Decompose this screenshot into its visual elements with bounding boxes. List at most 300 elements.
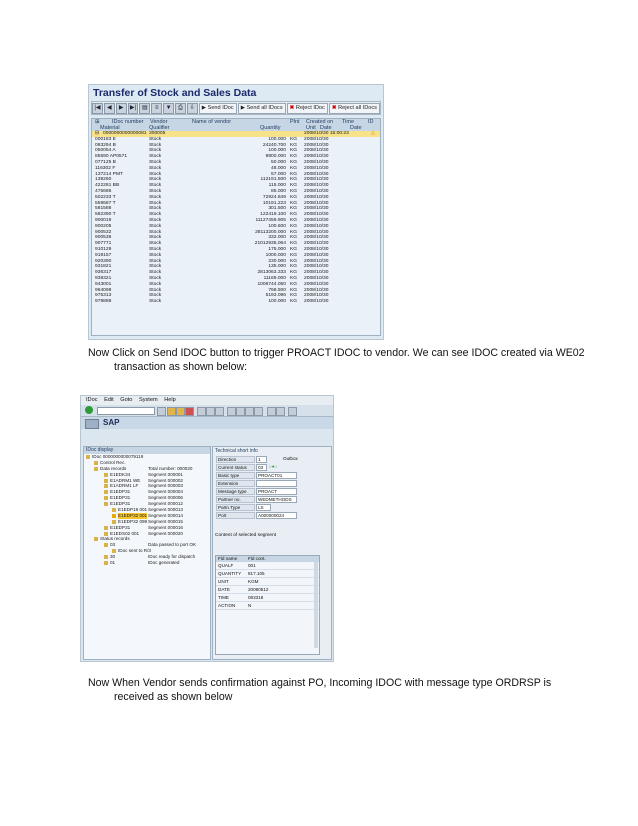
segment-row[interactable] xyxy=(216,586,319,594)
paragraph-1-line-1: Now Click on Send IDOC button to trigger PROACT IDOC to vendor. We can see IDOC created via WE02 xyxy=(88,347,585,359)
segment-content-label: Content of selected segment xyxy=(215,533,277,538)
prev-page-icon[interactable] xyxy=(236,407,245,416)
cell-quantity: 21012935.064 xyxy=(254,241,286,247)
cell-material: 920390 xyxy=(95,258,112,264)
cell-material: 975313 xyxy=(95,293,112,299)
cell-quantity: 24240.700 xyxy=(262,142,286,148)
field-content: 083318 xyxy=(248,595,264,600)
folder-icon xyxy=(104,526,108,530)
cell-material: 936317 xyxy=(95,270,112,276)
cell-quantity: 135.000 xyxy=(268,264,286,270)
partner-no-row xyxy=(213,496,325,502)
col-fld-name[interactable]: Fld name xyxy=(218,556,238,561)
message-type-value: PROACT xyxy=(256,488,297,495)
reject-all-icon: ✖ xyxy=(331,104,337,111)
tree-node-value: Segment 000004 xyxy=(148,489,183,495)
cell-date: 2008/10/30 xyxy=(304,159,329,165)
paragraph-2 xyxy=(88,676,633,704)
folder-icon xyxy=(104,543,108,547)
print-icon[interactable] xyxy=(197,407,206,416)
cell-qualifier: Stock xyxy=(149,223,162,229)
cell-material: 139260 xyxy=(95,177,112,183)
folder-icon xyxy=(104,555,108,559)
cell-qualifier: Stock xyxy=(149,217,162,223)
cell-quantity: 48.000 xyxy=(271,165,286,171)
expand-icon[interactable]: ⊞ xyxy=(95,119,100,125)
segment-row[interactable] xyxy=(216,578,319,586)
cell-qualifier: Stock xyxy=(149,154,162,160)
segment-row[interactable] xyxy=(216,602,319,610)
port-label: Port xyxy=(216,512,255,519)
segment-row[interactable] xyxy=(216,562,319,570)
tree-node-label: E1ADRM1 LF xyxy=(110,483,139,489)
field-content: N xyxy=(248,603,252,608)
new-session-icon[interactable] xyxy=(267,407,276,416)
cell-date: 2008/10/30 xyxy=(304,281,329,287)
paragraph-1 xyxy=(88,346,633,374)
tree-header: IDoc display xyxy=(84,447,210,454)
partner-no-label: Partner no. xyxy=(216,496,255,503)
command-field[interactable] xyxy=(97,407,155,415)
folder-icon xyxy=(104,479,108,483)
cell-unit: KG xyxy=(290,235,298,241)
cell-material: 900019 xyxy=(95,217,112,223)
folder-icon xyxy=(104,502,108,506)
current-status-label: Current status xyxy=(216,464,255,471)
cell-material: 137214 PMT xyxy=(95,171,124,177)
tree-node-label: E1EDP31 xyxy=(110,524,131,530)
tree-node-label: Status records xyxy=(100,536,130,542)
tree-node-label: E1EDP19 001 xyxy=(118,507,148,513)
tree-node-label: 01 xyxy=(110,560,116,566)
field-name: QUALF xyxy=(218,563,234,568)
cell-qualifier: Stock xyxy=(149,281,162,287)
tree-node-value: Segment 000015 xyxy=(148,518,183,524)
cell-date: 2008/10/30 xyxy=(304,229,329,235)
cell-qualifier: Stock xyxy=(149,241,162,247)
cell-qualifier: Stock xyxy=(149,264,162,270)
field-content: KGM xyxy=(248,579,259,584)
tree-node-label: Data records xyxy=(100,465,127,471)
tree-node-value: Data passed to port OK xyxy=(148,542,197,548)
tree-node-label: E1EDP31 xyxy=(110,501,131,507)
reject-icon: ✖ xyxy=(289,104,295,111)
transfer-stock-sales-screenshot xyxy=(88,84,384,340)
partn-type-value: LS xyxy=(256,504,271,511)
vertical-scrollbar[interactable] xyxy=(314,562,318,648)
idoc-display-screenshot xyxy=(80,395,334,662)
cell-material: 964098 xyxy=(95,287,112,293)
export-icon[interactable]: ⇩ xyxy=(187,103,198,114)
folder-icon xyxy=(104,561,108,565)
cell-material: 581588 xyxy=(95,206,112,212)
idoc-data-grid xyxy=(91,118,381,336)
material-rows xyxy=(92,137,380,305)
col-time[interactable]: Time xyxy=(342,119,355,125)
cell-date: 2008/10/30 xyxy=(304,287,329,293)
cell-date: 2008/10/30 xyxy=(304,188,329,194)
segment-rows xyxy=(216,562,319,610)
tree-node-label: E1EDP32 099 xyxy=(118,518,148,524)
cell-material: 422281 BB xyxy=(95,183,120,189)
cell-material: 938321 xyxy=(95,275,112,281)
cell-quantity: 100.000 xyxy=(268,148,286,154)
cell-qualifier: Stock xyxy=(149,275,162,281)
cell-material: 910129 xyxy=(95,246,112,252)
send-idoc-button[interactable]: ▶ Send IDoc xyxy=(199,103,237,114)
tree-node-value: IDoc ready for dispatch xyxy=(148,554,196,560)
col-idoc-number[interactable]: IDoc number xyxy=(112,119,144,125)
tree-node[interactable] xyxy=(84,560,210,566)
tree-node-label: IDoc 0000000000079119 xyxy=(92,454,144,459)
cell-material: 900536 xyxy=(95,235,112,241)
extension-label: Extension xyxy=(216,480,255,487)
tree-node-value: Segment 000003 xyxy=(148,483,183,489)
cell-quantity: 50.000 xyxy=(271,159,286,165)
col-date-2[interactable]: Date xyxy=(350,125,362,131)
folder-icon xyxy=(94,467,98,471)
col-name-of-vendor[interactable]: Name of vendor xyxy=(192,119,232,125)
col-created-on[interactable]: Created on xyxy=(306,119,334,125)
folder-icon xyxy=(104,496,108,500)
cell-date: 2008/10/30 xyxy=(304,183,329,189)
cell-unit: KG xyxy=(290,200,298,206)
cell-unit: KG xyxy=(290,212,298,218)
tree-node-value: Segment 000001 xyxy=(148,471,183,477)
folder-icon xyxy=(112,520,116,524)
cell-quantity: 9800.000 xyxy=(265,154,286,160)
reject-idoc-button[interactable] xyxy=(287,103,328,114)
cell-material: 582390 T xyxy=(95,212,116,218)
tree-node-value: IDoc generated xyxy=(148,560,180,566)
direction-code: 1 xyxy=(256,456,267,463)
tree-node-value: Segment 000002 xyxy=(148,477,183,483)
shortcut-icon[interactable] xyxy=(276,407,285,416)
cell-date: 2008/10/30 xyxy=(304,264,329,270)
idoc-tree-panel xyxy=(83,446,211,660)
cell-material: 943001 xyxy=(95,281,112,287)
cell-material: 907771 xyxy=(95,241,112,247)
cell-unit: KG xyxy=(290,165,298,171)
cell-qualifier: Stock xyxy=(149,246,162,252)
col-fld-cont[interactable]: Fld cont. xyxy=(248,556,266,561)
cell-qualifier: Stock xyxy=(149,194,162,200)
cell-unit: KG xyxy=(290,142,298,148)
menu-toggle-icon[interactable] xyxy=(85,419,99,429)
col-date[interactable]: Date xyxy=(320,125,332,131)
cell-date: 2008/10/30 xyxy=(304,270,329,276)
idoc-vendor: 300005 xyxy=(149,131,166,136)
cell-date: 2008/10/30 xyxy=(304,299,329,305)
cell-material: 900532 xyxy=(95,229,112,235)
cell-quantity: 100.600 xyxy=(268,223,286,229)
col-qualifier[interactable]: Qualifier xyxy=(149,125,170,131)
cell-quantity: 11169.000 xyxy=(263,275,286,281)
cell-qualifier: Stock xyxy=(149,212,162,218)
cell-qualifier: Stock xyxy=(149,299,162,305)
port-row xyxy=(213,512,325,518)
segment-row[interactable] xyxy=(216,570,319,578)
tree-node-value: Segment 000013 xyxy=(148,507,183,513)
cell-qualifier: Stock xyxy=(149,136,162,142)
cell-date: 2008/10/30 xyxy=(304,217,329,223)
cell-qualifier: Stock xyxy=(149,159,162,165)
print-icon[interactable]: ⎙ xyxy=(175,103,186,114)
reject-all-idocs-button[interactable] xyxy=(329,103,380,114)
first-page-icon[interactable] xyxy=(227,407,236,416)
col-id[interactable]: ID xyxy=(368,119,374,125)
technical-info-panel xyxy=(212,446,332,660)
tree-node-label: E1EDP32 001 xyxy=(118,512,148,518)
cell-unit: KG xyxy=(290,154,298,160)
cell-qualifier: Stock xyxy=(149,183,162,189)
partn-type-row xyxy=(213,504,325,510)
cell-qualifier: Stock xyxy=(149,229,162,235)
cell-material: 979888 xyxy=(95,299,112,305)
cell-qualifier: Stock xyxy=(149,287,162,293)
tree-node-label: 03 xyxy=(110,542,116,548)
cell-date: 2008/10/30 xyxy=(304,165,329,171)
field-name: TIME xyxy=(218,595,229,600)
paragraph-2-line-2: received as shown below xyxy=(114,691,233,703)
current-status-row xyxy=(213,464,325,470)
field-content: 817.105 xyxy=(248,571,265,576)
partner-no-value: WEDMETHODS xyxy=(256,496,297,503)
field-name: QUANTITY xyxy=(218,571,242,576)
send-all-idocs-label: Send all IDocs xyxy=(246,104,283,111)
grid-header xyxy=(92,119,380,131)
cell-material: 919157 xyxy=(95,252,112,258)
cell-quantity: 112191.500 xyxy=(260,177,286,183)
menu-edit[interactable]: Edit xyxy=(104,397,114,403)
cell-unit: KG xyxy=(290,293,298,299)
cell-material: 077125 B xyxy=(95,159,116,165)
field-name: ACTION xyxy=(218,603,236,608)
col-unit[interactable]: Unit xyxy=(306,125,316,131)
folder-icon xyxy=(104,484,108,488)
warning-icon: △ xyxy=(371,131,375,136)
cell-date: 2008/10/30 xyxy=(304,148,329,154)
cell-qualifier: Stock xyxy=(149,270,162,276)
cell-date: 2008/10/30 xyxy=(304,246,329,252)
extension-value xyxy=(256,480,297,487)
cell-unit: KG xyxy=(290,241,298,247)
cell-quantity: 11127459.905 xyxy=(255,217,286,223)
tree-node-value: Segment 000014 xyxy=(148,512,183,518)
message-type-row xyxy=(213,488,325,494)
tree-node-label: IDoc sent to R/3 xyxy=(118,548,151,554)
cell-date: 2008/10/30 xyxy=(304,235,329,241)
find-next-icon[interactable] xyxy=(215,407,224,416)
cell-quantity: 57.000 xyxy=(271,171,286,177)
cell-unit: KG xyxy=(290,171,298,177)
enter-icon[interactable] xyxy=(85,406,93,414)
status-lights-icon: ○●○ xyxy=(269,464,278,469)
find-icon[interactable] xyxy=(206,407,215,416)
menu-help[interactable]: Help xyxy=(164,397,176,403)
direction-value: Outbox xyxy=(283,456,298,461)
col-quantity[interactable]: Quantity xyxy=(260,125,281,131)
tree-node-label: E1EDP31 xyxy=(110,495,131,501)
last-page-icon[interactable] xyxy=(254,407,263,416)
toolbar xyxy=(91,101,381,115)
cell-quantity: 10191.223 xyxy=(262,200,286,206)
folder-icon xyxy=(104,490,108,494)
menu-idoc[interactable]: IDoc xyxy=(86,397,98,403)
tree-node-value: Segment 000012 xyxy=(148,501,183,507)
cell-unit: KG xyxy=(290,281,298,287)
filter-icon[interactable]: ▼ xyxy=(163,103,174,114)
last-page-icon[interactable]: ▶| xyxy=(128,103,139,114)
cell-material: 475686 xyxy=(95,188,112,194)
paragraph-1-line-2: transaction as shown below: xyxy=(114,361,248,373)
row-expand-icon[interactable]: ⊟ xyxy=(95,131,100,136)
cell-unit: KG xyxy=(290,275,298,281)
next-page-icon[interactable] xyxy=(245,407,254,416)
reject-all-idocs-label: Reject all IDocs xyxy=(338,104,377,111)
folder-icon xyxy=(104,532,108,536)
cell-material: 083294 B xyxy=(95,142,116,148)
cell-unit: KG xyxy=(290,264,298,270)
title-bar xyxy=(81,417,333,429)
cell-unit: KG xyxy=(290,287,298,293)
menu-system[interactable]: System xyxy=(138,397,158,403)
cell-material: 900205 xyxy=(95,223,112,229)
cell-unit: KG xyxy=(290,188,298,194)
cell-date: 2008/10/30 xyxy=(304,136,329,142)
cell-date: 2008/10/30 xyxy=(304,206,329,212)
col-vendor[interactable]: Vendor xyxy=(150,119,168,125)
tree-node-label: E1EDS02 001 xyxy=(110,530,140,536)
cell-quantity: 2813063.333 xyxy=(257,270,286,276)
menu-goto[interactable]: Goto xyxy=(120,397,133,403)
folder-icon xyxy=(112,508,116,512)
cell-material: 559687 T xyxy=(95,200,116,206)
paragraph-2-line-1: Now When Vendor sends confirmation against PO, Incoming IDOC with message type ORDRSP is xyxy=(88,677,552,689)
help-icon[interactable] xyxy=(288,407,297,416)
cell-material: 116302 F xyxy=(95,165,116,171)
cell-quantity: 115.000 xyxy=(268,183,286,189)
idoc-created: 2008/10/30 15:00:23 xyxy=(304,131,349,136)
cell-quantity: 100.000 xyxy=(268,299,286,305)
cell-quantity: 768.500 xyxy=(268,287,286,293)
exit-icon[interactable] xyxy=(176,407,185,416)
cell-qualifier: Stock xyxy=(149,142,162,148)
cell-qualifier: Stock xyxy=(149,171,162,177)
basic-type-label: Basic type xyxy=(216,472,255,479)
cell-unit: KG xyxy=(290,148,298,154)
col-plnt[interactable]: Plnt xyxy=(290,119,300,125)
cell-unit: KG xyxy=(290,229,298,235)
folder-icon xyxy=(86,455,90,459)
extension-row xyxy=(213,480,325,486)
tree-node-label: Control Rec. xyxy=(100,459,126,465)
direction-row xyxy=(213,456,325,462)
cell-unit: KG xyxy=(290,246,298,252)
basic-type-row xyxy=(213,472,325,478)
cell-quantity: 332.000 xyxy=(268,235,286,241)
reject-idoc-label: Reject IDoc xyxy=(295,104,325,111)
cell-material: 931821 xyxy=(95,264,112,270)
tree-node-label: E1EDK34 xyxy=(110,471,131,477)
cell-date: 2008/10/30 xyxy=(304,212,329,218)
sort-icon[interactable]: ≡ xyxy=(151,103,162,114)
cell-material: 502233 T xyxy=(95,194,116,200)
segment-row[interactable] xyxy=(216,594,319,602)
cell-date: 2008/10/30 xyxy=(304,200,329,206)
folder-icon xyxy=(104,473,108,477)
first-page-icon[interactable]: |◀ xyxy=(92,103,103,114)
cell-material: 85590 AP0571 xyxy=(95,154,128,160)
tree-node-label: E1ADRM1 WE xyxy=(110,477,141,483)
direction-label: Direction xyxy=(216,456,255,463)
col-material[interactable]: Material xyxy=(100,125,120,131)
cell-quantity: 175.000 xyxy=(268,246,286,252)
cell-qualifier: Stock xyxy=(149,206,162,212)
segment-content-table xyxy=(215,555,320,655)
cell-date: 2008/10/30 xyxy=(304,177,329,183)
cell-unit: KG xyxy=(290,183,298,189)
cell-qualifier: Stock xyxy=(149,200,162,206)
tree-node-label: E1EDP31 xyxy=(110,489,131,495)
cell-date: 2008/10/30 xyxy=(304,171,329,177)
cell-qualifier: Stock xyxy=(149,293,162,299)
back-icon[interactable] xyxy=(167,407,176,416)
details-icon[interactable]: ▤ xyxy=(139,103,150,114)
cell-quantity: 28113200.000 xyxy=(255,229,286,235)
folder-icon xyxy=(112,549,116,553)
idoc-tree xyxy=(84,454,210,566)
next-page-icon[interactable]: ▶ xyxy=(116,103,127,114)
tree-node-value: Segment 000020 xyxy=(148,530,183,536)
cell-date: 2008/10/30 xyxy=(304,258,329,264)
cell-qualifier: Stock xyxy=(149,165,162,171)
command-bar xyxy=(81,405,333,417)
cell-unit: KG xyxy=(290,258,298,264)
tree-node-value: Segment 000006 xyxy=(148,495,183,501)
field-content: 20080512 xyxy=(248,587,269,592)
message-type-label: Message type xyxy=(216,488,255,495)
send-all-idocs-button[interactable]: ▶ Send all IDocs xyxy=(238,103,286,114)
material-row[interactable] xyxy=(92,299,380,305)
cell-date: 2008/10/30 xyxy=(304,223,329,229)
cell-qualifier: Stock xyxy=(149,258,162,264)
cell-date: 2008/10/30 xyxy=(304,194,329,200)
cell-unit: KG xyxy=(290,206,298,212)
cell-quantity: 230.000 xyxy=(268,258,286,264)
send-idoc-label: Send IDoc xyxy=(207,104,234,111)
partn-type-label: Partn.Type xyxy=(216,504,255,511)
idoc-number: 0000000000000081 xyxy=(103,131,147,136)
prev-page-icon[interactable]: ◀ xyxy=(104,103,115,114)
cell-quantity: 100.000 xyxy=(268,136,286,142)
cell-material: 000183 E xyxy=(95,136,116,142)
cell-unit: KG xyxy=(290,136,298,142)
cell-unit: KG xyxy=(290,177,298,183)
current-status-value: 03 xyxy=(256,464,267,471)
basic-type-value: PROACT01 xyxy=(256,472,297,479)
cancel-icon[interactable] xyxy=(185,407,194,416)
cell-unit: KG xyxy=(290,159,298,165)
cell-unit: KG xyxy=(290,270,298,276)
cell-unit: KG xyxy=(290,217,298,223)
save-icon[interactable] xyxy=(157,407,166,416)
field-content: 001 xyxy=(248,563,256,568)
cell-unit: KG xyxy=(290,223,298,229)
screen-title: Transfer of Stock and Sales Data xyxy=(93,87,257,99)
folder-icon xyxy=(94,461,98,465)
cell-qualifier: Stock xyxy=(149,188,162,194)
